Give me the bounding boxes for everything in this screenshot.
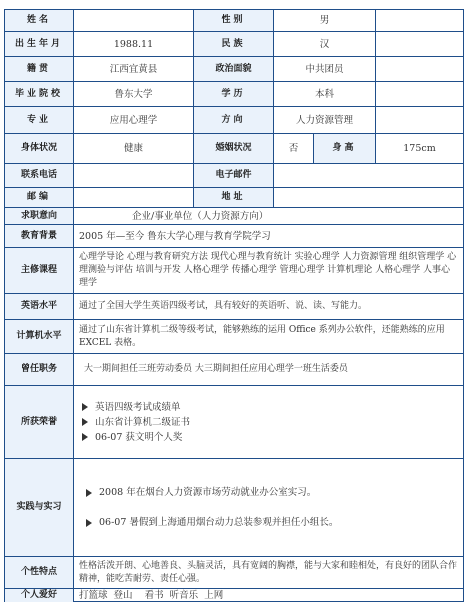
education-value: 2005 年—至今 鲁东大学心理与教育学院学习: [73, 225, 463, 247]
email-label: 电子邮件: [193, 164, 273, 187]
major-value: 应用心理学: [73, 107, 193, 133]
list-item: [86, 516, 338, 529]
photo-cell: [375, 10, 463, 31]
row-birth: [5, 32, 463, 57]
degree-value: 本科: [273, 82, 375, 106]
address-value: [273, 188, 463, 207]
health-value: 健康: [73, 134, 193, 163]
list-item: [82, 416, 190, 429]
row-intent: [5, 208, 463, 225]
arrow-bullet-icon: [82, 418, 88, 426]
award-text: 06-07 获文明个人奖: [95, 431, 183, 443]
gender-value: 男: [273, 10, 375, 31]
positions-label: 曾任职务: [5, 354, 73, 385]
arrow-bullet-icon: [86, 519, 92, 527]
photo-cell: [375, 57, 463, 81]
hobbies-value: 打篮球 登山 看书 听音乐 上网: [73, 589, 463, 602]
arrow-bullet-icon: [82, 433, 88, 441]
ethnic-label: 民族: [193, 32, 273, 56]
school-value: 鲁东大学: [73, 82, 193, 106]
hometown-value: 江西宜黄县: [73, 57, 193, 81]
postcode-value: [73, 188, 193, 207]
row-hometown: [5, 57, 463, 82]
row-name: [5, 10, 463, 32]
hometown-label: 籍贯: [5, 57, 73, 81]
award-text: 山东省计算机二级证书: [95, 416, 191, 428]
practice-text: 06-07 暑假到上海通用烟台动力总装参观并担任小组长。: [99, 517, 339, 528]
intent-label: 求职意向: [5, 208, 73, 224]
marital-value: 否: [273, 134, 313, 163]
phone-value: [73, 164, 193, 187]
phone-label: 联系电话: [5, 164, 73, 187]
row-personality: [5, 557, 463, 589]
award-text: 英语四级考试成绩单: [95, 401, 181, 413]
awards-list: [73, 386, 463, 458]
arrow-bullet-icon: [86, 489, 92, 497]
english-value: 通过了全国大学生英语四级考试，具有较好的英语听、说、读、写能力。: [73, 294, 463, 319]
row-school: [5, 82, 463, 107]
hobbies-label: 个人爱好: [5, 589, 73, 602]
gender-label: 性别: [193, 10, 273, 31]
practice-label: 实践与实习: [5, 459, 73, 556]
ethnic-value: 汉: [273, 32, 375, 56]
computer-label: 计算机水平: [5, 320, 73, 353]
row-health: [5, 134, 463, 164]
photo-cell: [375, 32, 463, 56]
resume-table: [4, 9, 464, 602]
row-computer: [5, 320, 463, 354]
list-item: [82, 431, 182, 444]
row-awards: [5, 386, 463, 459]
address-label: 地址: [193, 188, 273, 207]
name-label: 姓名: [5, 10, 73, 31]
personality-label: 个性特点: [5, 557, 73, 588]
awards-label: 所获荣誉: [5, 386, 73, 458]
health-label: 身体状况: [5, 134, 73, 163]
direction-value: 人力资源管理: [273, 107, 375, 133]
marital-label: 婚姻状况: [193, 134, 273, 163]
name-value: [73, 10, 193, 31]
political-label: 政治面貌: [193, 57, 273, 81]
height-label: 身高: [313, 134, 375, 163]
email-value: [273, 164, 463, 187]
education-label: 教育背景: [5, 225, 73, 247]
birth-value: 1988.11: [73, 32, 193, 56]
major-label: 专业: [5, 107, 73, 133]
arrow-bullet-icon: [82, 403, 88, 411]
photo-cell: [375, 82, 463, 106]
row-english: [5, 294, 463, 320]
direction-label: 方向: [193, 107, 273, 133]
degree-label: 学历: [193, 82, 273, 106]
english-label: 英语水平: [5, 294, 73, 319]
practice-text: 2008 年在烟台人力资源市场劳动就业办公室实习。: [99, 487, 317, 498]
list-item: [82, 401, 181, 414]
courses-value: 心理学导论 心理与教育研究方法 现代心理与教育统计 实验心理学 人力资源管理 组织管理学 心理测验与评估 培训与开发 人格心理学 传播心理学 管理心理学 计算机理论 人格心理学 人事心理学: [73, 248, 463, 293]
row-education: [5, 225, 463, 248]
height-value: 175cm: [375, 134, 463, 163]
computer-value: 通过了山东省计算机二级等级考试，能够熟练的运用 Office 系列办公软件，还能熟练的应用 EXCEL 表格。: [73, 320, 463, 353]
row-hobbies: [5, 589, 463, 602]
photo-cell: [375, 107, 463, 133]
row-postcode: [5, 188, 463, 208]
postcode-label: 邮编: [5, 188, 73, 207]
row-practice: [5, 459, 463, 557]
row-courses: [5, 248, 463, 294]
intent-value: 企业/事业单位（人力资源方向）: [73, 208, 463, 224]
positions-value: 大一期间担任三班劳动委员 大三期间担任应用心理学一班生活委员: [73, 354, 463, 385]
row-major: [5, 107, 463, 134]
birth-label: 出生年月: [5, 32, 73, 56]
school-label: 毕业院校: [5, 82, 73, 106]
practice-list: [73, 459, 463, 556]
political-value: 中共团员: [273, 57, 375, 81]
courses-label: 主修课程: [5, 248, 73, 293]
row-positions: [5, 354, 463, 386]
personality-value: 性格活泼开朗、心地善良、头脑灵活，具有宽阔的胸襟，能与大家和睦相处，有良好的团队合作精神，能吃苦耐劳、责任心强。: [73, 557, 463, 588]
list-item: [86, 486, 316, 499]
row-phone: [5, 164, 463, 188]
